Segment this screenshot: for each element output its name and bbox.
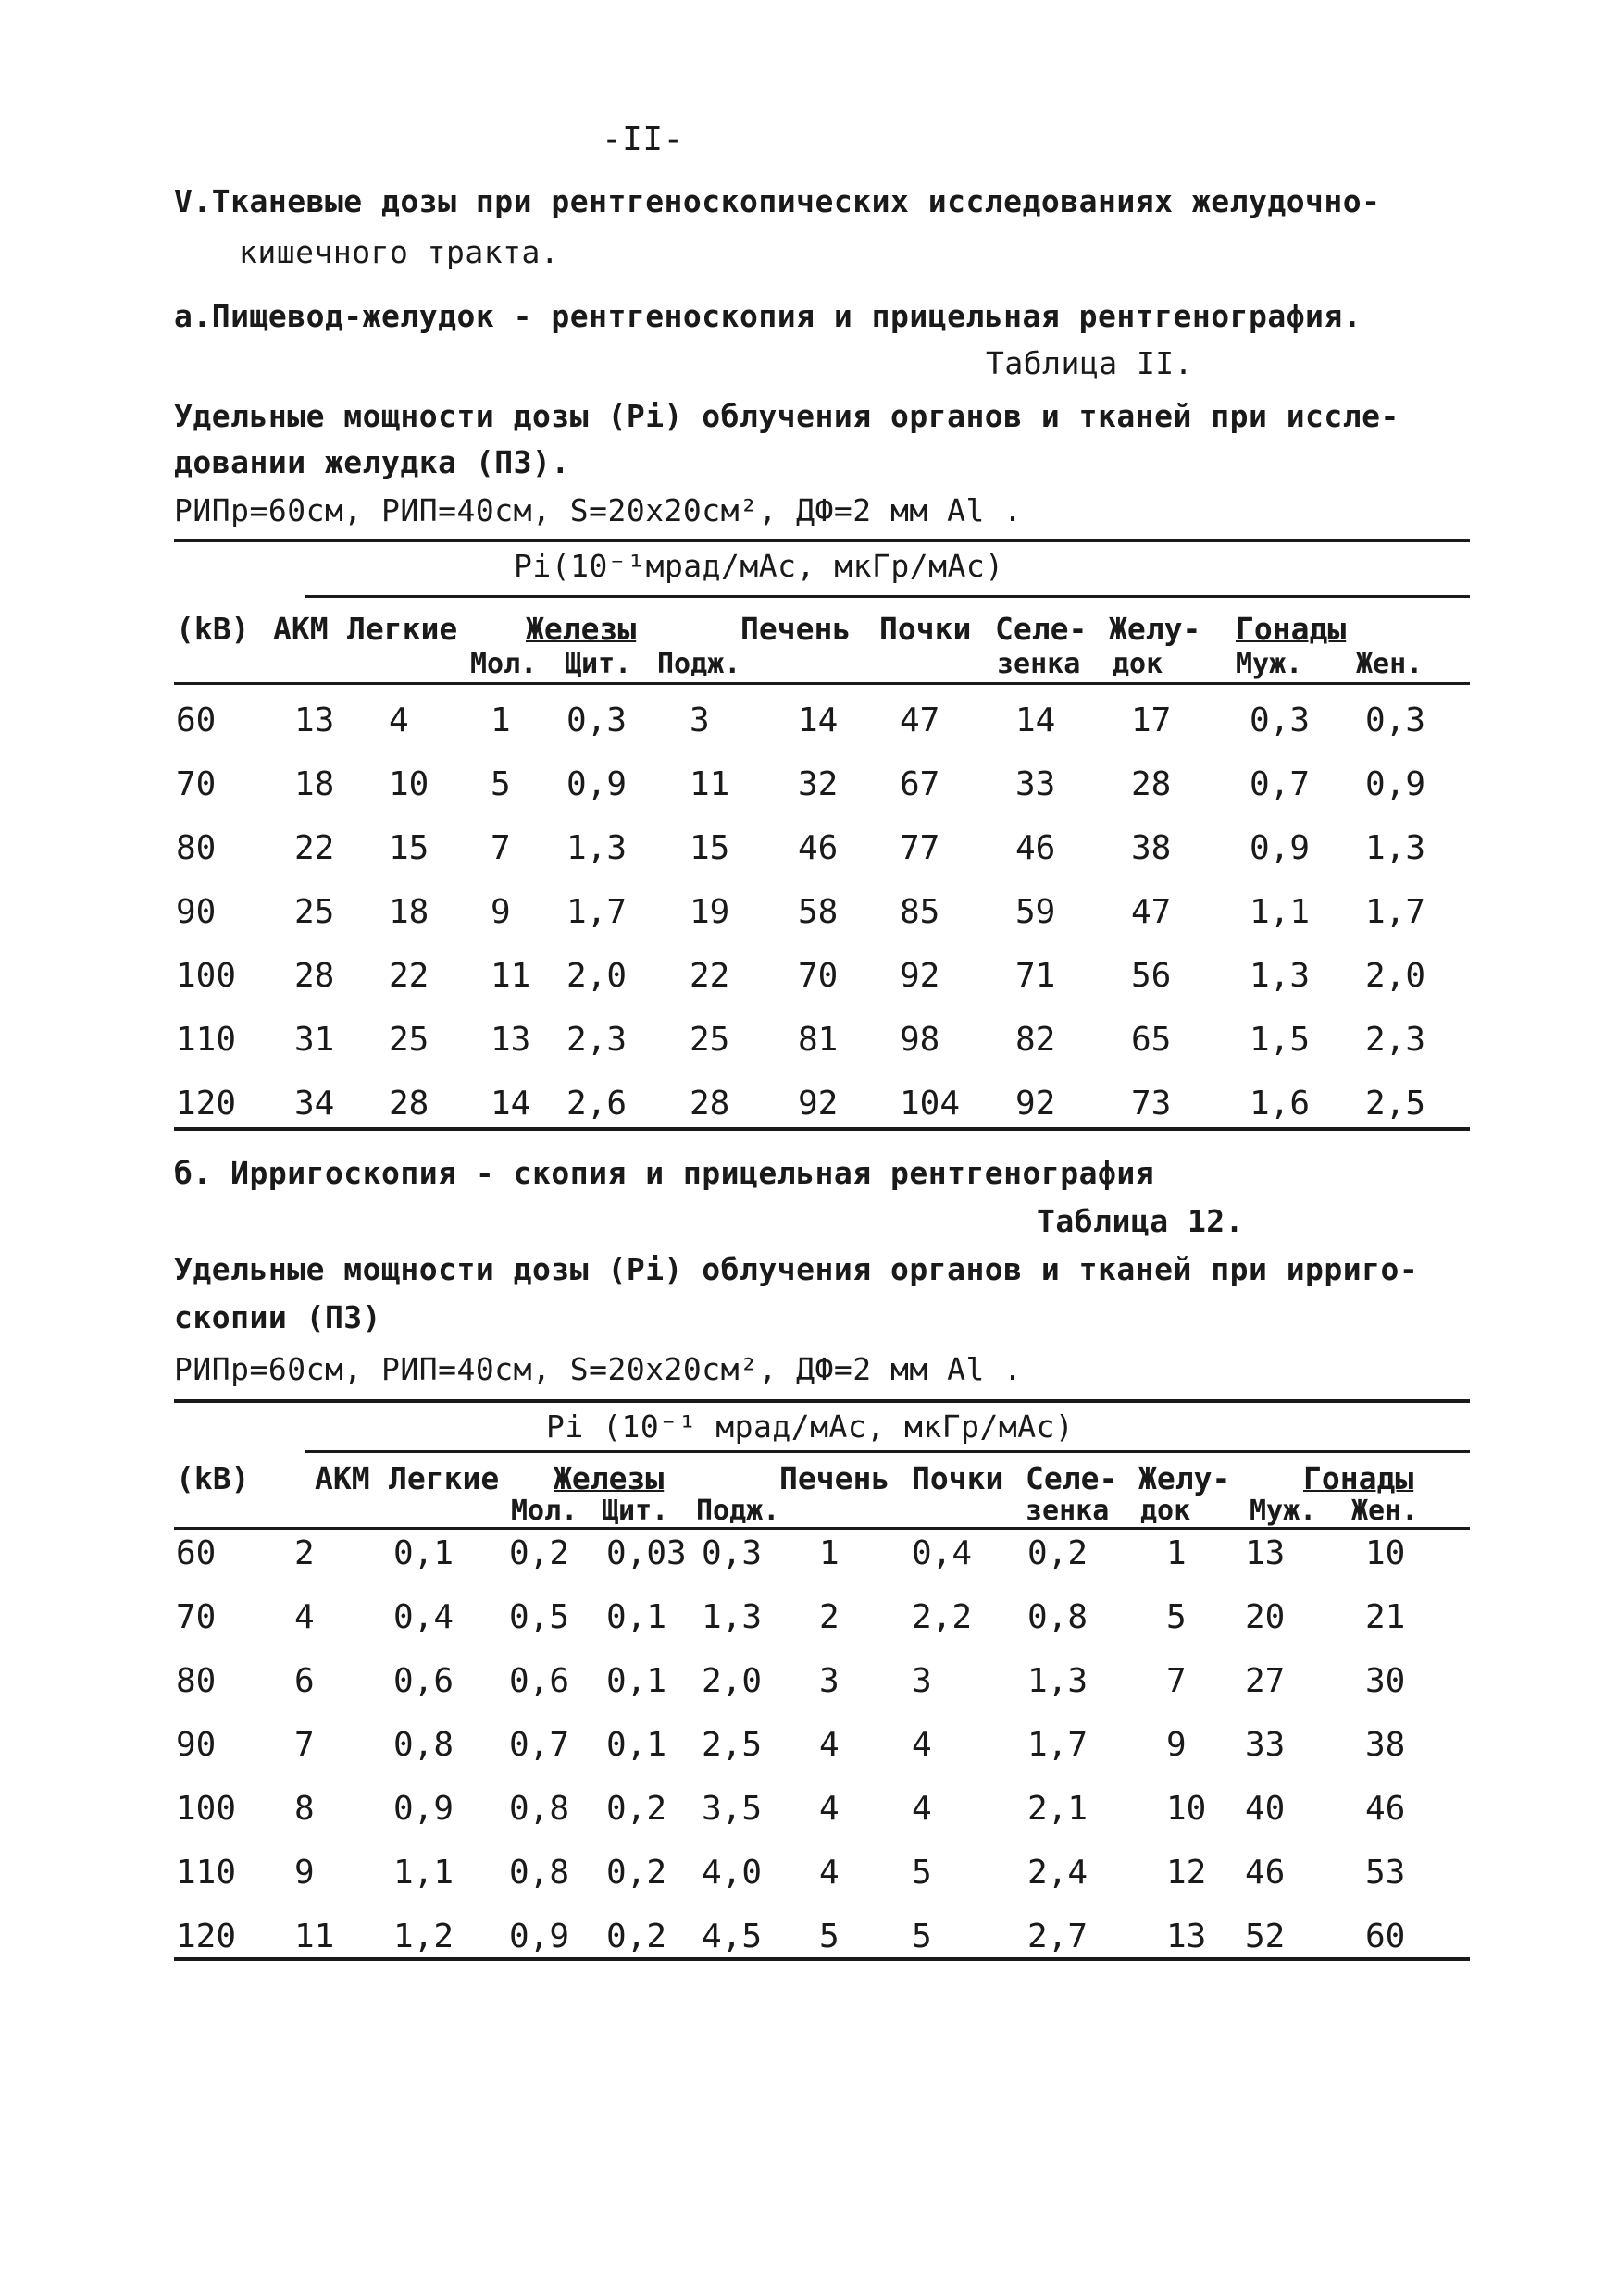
value-cell: 1,2 (393, 1917, 454, 1955)
value-cell: 0,4 (912, 1534, 973, 1572)
column-subheader: Щит. (602, 1495, 669, 1527)
value-cell: 0,3 (1365, 701, 1426, 739)
value-cell: 2,5 (702, 1726, 763, 1764)
value-cell: 5 (1166, 1598, 1187, 1636)
table-11-params: РИПр=60см, РИП=40см, S=20х20см², ДФ=2 мм Al . (174, 492, 1023, 528)
value-cell: 2,3 (1365, 1021, 1426, 1059)
value-cell: 59 (1015, 893, 1056, 931)
value-cell: 32 (798, 765, 839, 803)
value-cell: 0,7 (1250, 765, 1311, 803)
value-cell: 31 (294, 1021, 335, 1059)
value-cell: 2,5 (1365, 1085, 1426, 1123)
column-subheader: зенка (1026, 1495, 1110, 1527)
value-cell: 1,1 (393, 1854, 454, 1892)
value-cell: 22 (690, 957, 730, 995)
column-subheader: Жен. (1351, 1495, 1419, 1527)
value-cell: 60 (1365, 1917, 1406, 1955)
value-cell: 5 (912, 1854, 932, 1892)
value-cell: 4,0 (702, 1854, 763, 1892)
section-b-title: б. Ирригоскопия - скопия и прицельная рентгенография (174, 1155, 1155, 1191)
value-cell: 5 (491, 765, 511, 803)
table-row (0, 1021, 1617, 1065)
table-row (0, 765, 1617, 810)
header-bottom-rule (174, 682, 1470, 685)
value-cell: 33 (1245, 1726, 1286, 1764)
value-cell: 2,0 (702, 1662, 763, 1700)
value-cell: 3 (912, 1662, 932, 1700)
column-header: Желу- (1138, 1460, 1231, 1496)
table-11-super-header: Pi(10⁻¹мрад/мАс, мкГр/мАс) (514, 548, 1004, 584)
value-cell: 3,5 (702, 1790, 763, 1828)
value-cell: 33 (1015, 765, 1056, 803)
kv-cell: 70 (176, 765, 217, 803)
value-cell: 0,8 (393, 1726, 454, 1764)
column-header: Печень (779, 1460, 890, 1496)
value-cell: 1,6 (1250, 1085, 1311, 1123)
value-cell: 4 (912, 1726, 932, 1764)
value-cell: 9 (491, 893, 511, 931)
column-header: Легкие (347, 611, 458, 647)
value-cell: 34 (294, 1085, 335, 1123)
value-cell: 0,03 (606, 1534, 687, 1572)
kv-cell: 110 (176, 1854, 237, 1892)
value-cell: 0,2 (509, 1534, 570, 1572)
value-cell: 1,7 (566, 893, 628, 931)
table-12-caption-line2: скопии (ПЗ) (174, 1299, 382, 1335)
column-header: Легкие (389, 1460, 500, 1496)
column-header: Печень (740, 611, 852, 647)
value-cell: 7 (491, 829, 511, 867)
value-cell: 2,0 (1365, 957, 1426, 995)
value-cell: 17 (1131, 701, 1172, 739)
value-cell: 67 (900, 765, 940, 803)
value-cell: 13 (1166, 1917, 1207, 1955)
kv-header: (kВ) (176, 1460, 250, 1496)
value-cell: 56 (1131, 957, 1172, 995)
table-row (0, 1917, 1617, 1962)
column-header: Селе- (995, 611, 1088, 647)
value-cell: 0,3 (1250, 701, 1311, 739)
table-12-caption-line1: Удельные мощности дозы (Pi) облучения органов и тканей при ирриго- (174, 1251, 1419, 1287)
table-12-super-header-rule (305, 1450, 1470, 1453)
kv-cell: 80 (176, 1662, 217, 1700)
kv-cell: 110 (176, 1021, 237, 1059)
table-11-top-rule (174, 539, 1470, 542)
value-cell: 6 (294, 1662, 315, 1700)
value-cell: 4 (389, 701, 409, 739)
table-11-caption-line2: довании желудка (ПЗ). (174, 444, 570, 480)
value-cell: 22 (389, 957, 429, 995)
column-header: Железы (554, 1460, 665, 1496)
value-cell: 0,9 (566, 765, 628, 803)
value-cell: 20 (1245, 1598, 1286, 1636)
value-cell: 0,7 (509, 1726, 570, 1764)
value-cell: 1,3 (702, 1598, 763, 1636)
value-cell: 0,2 (606, 1790, 667, 1828)
column-subheader: Муж. (1236, 648, 1303, 680)
value-cell: 2,0 (566, 957, 628, 995)
value-cell: 1,3 (1365, 829, 1426, 867)
page-number: -II- (602, 120, 684, 158)
value-cell: 27 (1245, 1662, 1286, 1700)
value-cell: 25 (389, 1021, 429, 1059)
value-cell: 10 (389, 765, 429, 803)
kv-cell: 100 (176, 1790, 237, 1828)
value-cell: 0,1 (606, 1662, 667, 1700)
value-cell: 2,3 (566, 1021, 628, 1059)
table-11-super-header-rule (305, 595, 1470, 598)
value-cell: 1,3 (566, 829, 628, 867)
value-cell: 3 (690, 701, 710, 739)
table-12-super-header: Pi (10⁻¹ мрад/мАс, мкГр/мАс) (546, 1409, 1075, 1445)
value-cell: 38 (1365, 1726, 1406, 1764)
value-cell: 15 (690, 829, 730, 867)
column-subheader: Мол. (470, 648, 538, 680)
table-row (0, 1726, 1617, 1770)
value-cell: 4 (819, 1790, 840, 1828)
value-cell: 81 (798, 1021, 839, 1059)
value-cell: 9 (294, 1854, 315, 1892)
value-cell: 25 (294, 893, 335, 931)
value-cell: 2,2 (912, 1598, 973, 1636)
value-cell: 7 (1166, 1662, 1187, 1700)
column-header: АКМ (273, 611, 329, 647)
column-header: Желу- (1109, 611, 1201, 647)
column-subheader: Подж. (657, 648, 741, 680)
value-cell: 1,3 (1250, 957, 1311, 995)
column-header: Селе- (1026, 1460, 1118, 1496)
value-cell: 92 (1015, 1085, 1056, 1123)
column-header: Почки (879, 611, 972, 647)
value-cell: 85 (900, 893, 940, 931)
value-cell: 0,6 (393, 1662, 454, 1700)
value-cell: 65 (1131, 1021, 1172, 1059)
value-cell: 1 (1166, 1534, 1187, 1572)
value-cell: 2,4 (1027, 1854, 1088, 1892)
value-cell: 1,1 (1250, 893, 1311, 931)
value-cell: 0,8 (1027, 1598, 1088, 1636)
section-heading-line2: кишечного тракта. (239, 234, 560, 270)
value-cell: 9 (1166, 1726, 1187, 1764)
value-cell: 14 (798, 701, 839, 739)
value-cell: 18 (294, 765, 335, 803)
table-row (0, 1662, 1617, 1706)
table-11-label: Таблица II. (986, 345, 1194, 381)
value-cell: 0,2 (606, 1854, 667, 1892)
value-cell: 13 (294, 701, 335, 739)
value-cell: 38 (1131, 829, 1172, 867)
table-row (0, 1598, 1617, 1643)
value-cell: 40 (1245, 1790, 1286, 1828)
value-cell: 0,8 (509, 1854, 570, 1892)
value-cell: 82 (1015, 1021, 1056, 1059)
value-cell: 1,3 (1027, 1662, 1088, 1700)
value-cell: 11 (294, 1917, 335, 1955)
value-cell: 53 (1365, 1854, 1406, 1892)
table-11-bottom-rule (174, 1127, 1470, 1131)
value-cell: 13 (491, 1021, 531, 1059)
value-cell: 14 (1015, 701, 1056, 739)
value-cell: 47 (900, 701, 940, 739)
kv-cell: 80 (176, 829, 217, 867)
value-cell: 46 (1245, 1854, 1286, 1892)
column-header: Почки (912, 1460, 1004, 1496)
table-row (0, 1790, 1617, 1834)
value-cell: 0,4 (393, 1598, 454, 1636)
value-cell: 1 (491, 701, 511, 739)
value-cell: 30 (1365, 1662, 1406, 1700)
value-cell: 15 (389, 829, 429, 867)
value-cell: 1,7 (1027, 1726, 1088, 1764)
value-cell: 58 (798, 893, 839, 931)
value-cell: 46 (1015, 829, 1056, 867)
value-cell: 21 (1365, 1598, 1406, 1636)
value-cell: 19 (690, 893, 730, 931)
value-cell: 10 (1166, 1790, 1207, 1828)
column-header: Железы (526, 611, 637, 647)
table-12-label: Таблица 12. (1037, 1203, 1245, 1239)
value-cell: 28 (1131, 765, 1172, 803)
column-subheader: Мол. (511, 1495, 578, 1527)
table-12-top-rule (174, 1399, 1470, 1403)
value-cell: 0,2 (1027, 1534, 1088, 1572)
value-cell: 52 (1245, 1917, 1286, 1955)
value-cell: 4 (819, 1726, 840, 1764)
column-subheader: Щит. (565, 648, 632, 680)
value-cell: 0,1 (606, 1598, 667, 1636)
value-cell: 2 (294, 1534, 315, 1572)
kv-cell: 60 (176, 1534, 217, 1572)
value-cell: 70 (798, 957, 839, 995)
table-12-bottom-rule (174, 1957, 1470, 1961)
value-cell: 25 (690, 1021, 730, 1059)
value-cell: 3 (819, 1662, 840, 1700)
column-header: Гонады (1236, 611, 1347, 647)
value-cell: 77 (900, 829, 940, 867)
kv-cell: 120 (176, 1085, 237, 1123)
kv-cell: 60 (176, 701, 217, 739)
table-row (0, 701, 1617, 746)
column-header: Гонады (1303, 1460, 1414, 1496)
value-cell: 47 (1131, 893, 1172, 931)
value-cell: 1,5 (1250, 1021, 1311, 1059)
value-cell: 0,9 (393, 1790, 454, 1828)
kv-cell: 90 (176, 1726, 217, 1764)
value-cell: 104 (900, 1085, 961, 1123)
value-cell: 0,3 (702, 1534, 763, 1572)
value-cell: 0,3 (566, 701, 628, 739)
table-11-caption-line1: Удельные мощности дозы (Pi) облучения органов и тканей при иссле- (174, 398, 1399, 434)
value-cell: 0,2 (606, 1917, 667, 1955)
kv-cell: 100 (176, 957, 237, 995)
value-cell: 0,8 (509, 1790, 570, 1828)
value-cell: 71 (1015, 957, 1056, 995)
column-header: АКМ (315, 1460, 370, 1496)
value-cell: 73 (1131, 1085, 1172, 1123)
column-subheader: зенка (997, 648, 1081, 680)
value-cell: 4 (294, 1598, 315, 1636)
value-cell: 10 (1365, 1534, 1406, 1572)
value-cell: 1,7 (1365, 893, 1426, 931)
value-cell: 46 (798, 829, 839, 867)
column-subheader: Жен. (1356, 648, 1424, 680)
value-cell: 28 (690, 1085, 730, 1123)
value-cell: 11 (690, 765, 730, 803)
value-cell: 92 (900, 957, 940, 995)
column-subheader: док (1140, 1495, 1191, 1527)
kv-cell: 70 (176, 1598, 217, 1636)
column-subheader: док (1113, 648, 1163, 680)
table-row (0, 1854, 1617, 1898)
kv-header: (kВ) (176, 611, 250, 647)
value-cell: 5 (912, 1917, 932, 1955)
value-cell: 8 (294, 1790, 315, 1828)
value-cell: 0,1 (393, 1534, 454, 1572)
section-heading-line1: V.Тканевые дозы при рентгеноскопических исследованиях желудочно- (174, 183, 1381, 219)
value-cell: 92 (798, 1085, 839, 1123)
value-cell: 0,9 (509, 1917, 570, 1955)
value-cell: 98 (900, 1021, 940, 1059)
header-bottom-rule (174, 1527, 1470, 1530)
table-row (0, 829, 1617, 874)
value-cell: 12 (1166, 1854, 1207, 1892)
value-cell: 4 (912, 1790, 932, 1828)
value-cell: 28 (389, 1085, 429, 1123)
column-subheader: Муж. (1250, 1495, 1317, 1527)
table-row (0, 1534, 1617, 1579)
value-cell: 2 (819, 1598, 840, 1636)
value-cell: 0,6 (509, 1662, 570, 1700)
value-cell: 2,7 (1027, 1917, 1088, 1955)
value-cell: 0,9 (1365, 765, 1426, 803)
kv-cell: 120 (176, 1917, 237, 1955)
table-12-params: РИПр=60см, РИП=40см, S=20х20см², ДФ=2 мм Al . (174, 1351, 1023, 1387)
value-cell: 11 (491, 957, 531, 995)
value-cell: 46 (1365, 1790, 1406, 1828)
value-cell: 5 (819, 1917, 840, 1955)
value-cell: 0,9 (1250, 829, 1311, 867)
value-cell: 1 (819, 1534, 840, 1572)
value-cell: 22 (294, 829, 335, 867)
value-cell: 0,1 (606, 1726, 667, 1764)
table-row (0, 893, 1617, 937)
value-cell: 0,5 (509, 1598, 570, 1636)
value-cell: 28 (294, 957, 335, 995)
table-row (0, 957, 1617, 1001)
value-cell: 18 (389, 893, 429, 931)
value-cell: 4 (819, 1854, 840, 1892)
column-subheader: Подж. (696, 1495, 780, 1527)
value-cell: 2,6 (566, 1085, 628, 1123)
value-cell: 14 (491, 1085, 531, 1123)
value-cell: 2,1 (1027, 1790, 1088, 1828)
value-cell: 7 (294, 1726, 315, 1764)
value-cell: 13 (1245, 1534, 1286, 1572)
value-cell: 4,5 (702, 1917, 763, 1955)
section-a-title: а.Пищевод-желудок - рентгеноскопия и прицельная рентгенография. (174, 298, 1362, 334)
table-row (0, 1085, 1617, 1129)
kv-cell: 90 (176, 893, 217, 931)
